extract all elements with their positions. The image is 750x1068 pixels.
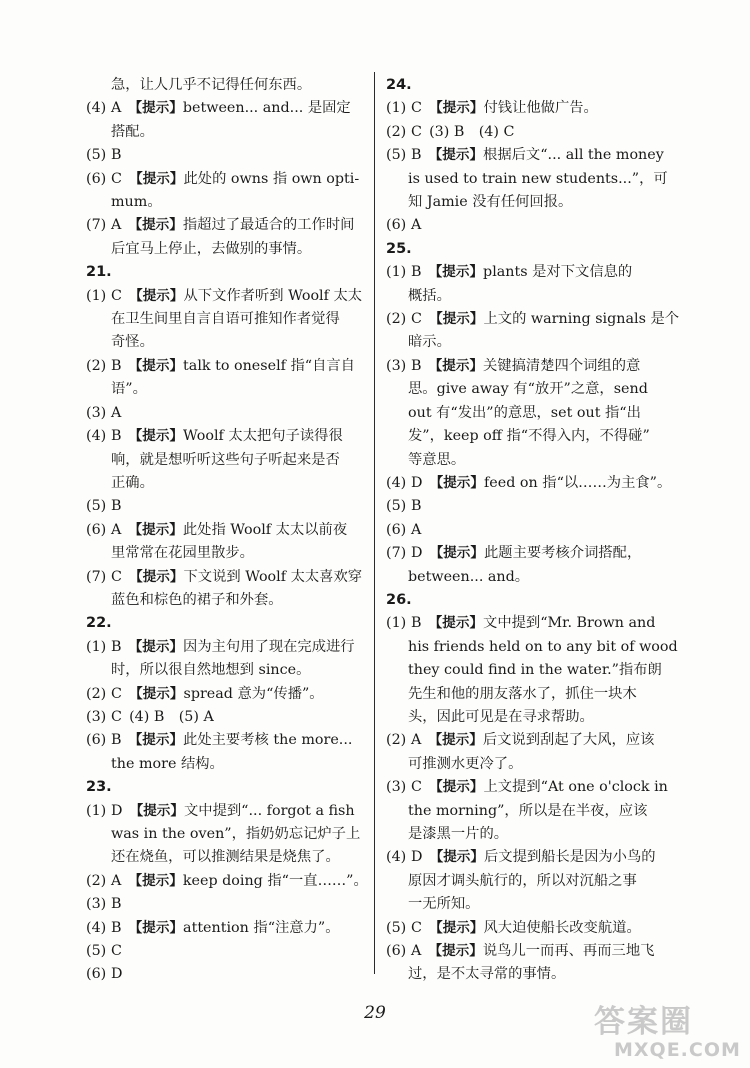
item-answer: B [111,498,122,515]
answer-item [386,144,688,167]
item-text: talk to oneself 指“自言自 [183,357,355,374]
item-number: (1) [386,100,407,117]
answer-item [386,121,688,144]
answer-item [86,940,372,963]
item-answer: A [111,100,122,117]
item-text: spread 意为“传播”。 [183,685,324,702]
answer-item [386,261,688,284]
continuation-line: 先生和他的朋友落水了，抓住一块木 [408,685,637,702]
answer-item [86,402,372,425]
continuation-line: is used to train new students...”，可 [408,170,668,187]
hint-label: 【提示】 [128,732,184,749]
continuation-line: 一无所知。 [408,896,480,913]
answer-item [86,870,372,893]
item-text: 文中提到“Mr. Brown and [483,615,656,632]
item-text: Woolf 太太把句子读得很 [183,428,343,445]
item-answer: C [411,779,422,796]
question-number: 23. [86,779,112,796]
hint-label: 【提示】 [428,615,484,632]
watermark-site-text: MXQE.COM [614,1039,741,1061]
item-text: 此处主要考核 the more... [183,732,353,749]
item-text: 风大迫使船长改变航道。 [483,919,641,936]
left-column [86,74,372,987]
answer-item [386,214,688,237]
item-number: (6) [86,732,107,749]
item-text: 此题主要考核介词搭配， [484,545,642,562]
continuation-line: mum。 [111,194,162,211]
item-answer: B [111,896,122,913]
answer-item [386,917,688,940]
continuation-line: 响，就是想听听这些句子听起来是否 [111,451,340,468]
item-answer: B [111,357,122,374]
answer-item [386,542,688,565]
item-text: 后文说到刮起了大风，应该 [482,732,655,749]
hint-label: 【提示】 [429,849,484,866]
answer-item [86,168,372,191]
continuation-line: 等意思。 [408,451,466,468]
item-answer: A [111,521,122,538]
hint-label: 【提示】 [429,474,484,491]
item-number: (7) [86,568,107,585]
item-text: (3) B (4) C [429,123,515,140]
item-answer: B [111,428,122,445]
item-text: between... and... 是固定 [182,100,351,117]
item-text: 此处指 Woolf 太太以前夜 [182,521,348,538]
continuation-line: the more 结构。 [111,755,224,772]
answer-item [86,144,372,167]
continuation-line: they could find in the water.”指布朗 [408,662,662,679]
continuation-line: 后宜马上停止，去做别的事情。 [111,240,312,257]
item-number: (2) [86,357,107,374]
item-number: (4) [386,474,407,491]
item-number: (3) [86,896,107,913]
answer-item [386,355,688,378]
item-number: (6) [386,943,407,960]
hint-label: 【提示】 [128,638,184,655]
answer-item [86,636,372,659]
hint-label: 【提示】 [428,264,484,281]
continuation-line: 过，是不太寻常的事情。 [408,966,566,983]
item-number: (3) [386,357,407,374]
hint-label: 【提示】 [128,919,184,936]
item-text: 说鸟儿一而再、再而三地飞 [482,943,655,960]
answer-item [86,893,372,916]
continuation-line: 知 Jamie 没有任何回报。 [408,194,573,211]
item-answer: B [411,615,422,632]
hint-label: 【提示】 [128,428,184,445]
hint-label: 【提示】 [129,802,184,819]
continuation-line: 是漆黑一片的。 [408,826,509,842]
item-number: (3) [86,708,107,725]
hint-label: 【提示】 [128,521,183,538]
answer-item [86,519,372,542]
continuation-line: 里常常在花园里散步。 [111,545,254,562]
item-number: (2) [386,311,407,328]
hint-label: 【提示】 [428,147,484,164]
item-number: (4) [386,849,407,866]
hint-label: 【提示】 [129,685,184,702]
item-number: (7) [86,217,107,234]
item-number: (5) [386,498,407,515]
item-answer: C [411,100,422,117]
continuation-line: 概括。 [408,287,451,304]
answer-item [386,308,688,331]
question-number: 24. [386,77,412,93]
hint-label: 【提示】 [129,287,184,304]
item-text: 下文说到 Woolf 太太喜欢穿 [183,568,363,585]
hint-label: 【提示】 [128,217,183,234]
item-text: (4) B (5) A [129,708,214,725]
watermark-main-text: 答案圈 [594,1004,693,1040]
item-answer: C [111,287,122,304]
item-answer: C [111,708,122,725]
item-text: 因为主句用了现在完成进行 [183,638,355,655]
answer-item [386,776,688,799]
answer-item [86,800,372,823]
item-number: (6) [386,521,407,538]
item-answer: D [411,849,423,866]
column-divider [374,72,375,974]
item-text: 上文提到“At one o'clock in [483,779,668,796]
item-answer: A [111,404,122,421]
continuation-line: 原因才调头航行的，所以对沉船之事 [408,872,637,889]
answer-item [86,917,372,940]
item-text: 根据后文“... all the money [483,147,664,164]
item-answer: B [111,147,122,164]
item-answer: C [111,170,122,187]
item-answer: B [411,498,422,515]
hint-label: 【提示】 [429,545,484,562]
hint-label: 【提示】 [129,568,184,585]
continuation-line: 思。give away 有“放开”之意，send [408,381,648,398]
item-number: (6) [386,217,407,234]
continuation-line: 在卫生间里自言自语可推知作者觉得 [111,311,340,328]
item-number: (3) [86,404,107,421]
item-text: 指超过了最适合的工作时间 [182,217,355,234]
item-number: (1) [386,615,407,632]
item-answer: D [111,966,123,983]
answer-item [86,729,372,752]
item-answer: B [411,357,422,374]
answer-item [386,846,688,869]
continuation-line: the morning”，所以是在半夜，应该 [408,802,648,819]
item-text: 此处的 owns 指 own opti- [183,170,360,187]
item-number: (5) [86,943,107,960]
continuation-line: 奇怪。 [111,334,154,351]
page-number: 29 [364,1003,386,1023]
item-text: feed on 指“以……为主食”。 [484,474,672,491]
continuation-line: 搭配。 [111,123,154,140]
item-answer: B [111,919,122,936]
answer-item [86,963,372,986]
item-number: (5) [86,147,107,164]
continuation-line: 时，所以很自然地想到 since。 [111,662,311,679]
item-answer: C [411,919,422,936]
item-number: (5) [386,919,407,936]
continuation-line: between... and。 [408,568,530,585]
answer-item [386,97,688,120]
item-text: 从下文作者听到 Woolf 太太 [183,287,363,304]
answer-item [86,214,372,237]
answer-item [86,495,372,518]
item-answer: C [111,685,122,702]
item-number: (1) [386,264,407,281]
answer-item [386,940,688,963]
answer-item [86,706,372,729]
hint-label: 【提示】 [128,872,183,889]
continuation-line: 头，因此可见是在寻求帮助。 [408,708,594,725]
item-number: (5) [386,147,407,164]
continuation-line: 蓝色和棕色的裙子和外套。 [111,591,283,608]
item-number: (4) [86,428,107,445]
continuation-line: 语”。 [111,381,147,398]
hint-label: 【提示】 [129,170,184,187]
answer-item [86,425,372,448]
item-number: (2) [86,872,107,889]
item-number: (6) [86,521,107,538]
question-number: 22. [86,615,112,632]
continuation-line: was in the oven”，指奶奶忘记炉子上 [111,826,361,842]
continuation-line: out 有“发出”的意思，set out 指“出 [408,404,641,421]
answer-item [386,519,688,542]
answer-item [386,495,688,518]
item-answer: B [411,147,422,164]
item-answer: B [111,638,122,655]
hint-label: 【提示】 [429,100,484,117]
continuation-line: 发”，keep off 指“不得入内，不得碰” [408,428,650,445]
item-number: (7) [386,545,407,562]
item-answer: C [411,123,422,140]
continuation-line: 还在烧鱼，可以推测结果是烧焦了。 [111,849,340,866]
continuation-line: 暗示。 [408,334,451,351]
item-number: (1) [86,802,107,819]
item-text: 关键搞清楚四个词组的意 [483,357,641,374]
item-answer: A [411,732,422,749]
item-text: attention 指“注意力”。 [183,919,340,936]
item-answer: D [411,545,423,562]
item-number: (2) [86,685,107,702]
item-text: 后文提到船长是因为小鸟的 [484,849,656,866]
item-number: (2) [386,732,407,749]
continuation-line: 正确。 [111,474,154,491]
item-number: (1) [86,287,107,304]
continuation-line: 可推测水更冷了。 [408,755,523,772]
item-text: 付钱让他做广告。 [483,100,598,117]
item-answer: C [411,311,422,328]
hint-label: 【提示】 [428,943,483,960]
item-number: (4) [86,919,107,936]
hint-label: 【提示】 [128,100,183,117]
hint-label: 【提示】 [429,779,484,796]
item-answer: A [411,217,422,234]
answer-item [86,683,372,706]
item-text: plants 是对下文信息的 [483,264,633,281]
hint-label: 【提示】 [428,357,484,374]
hint-label: 【提示】 [429,919,484,936]
hint-label: 【提示】 [128,357,184,374]
answer-item [86,566,372,589]
answer-item [386,612,688,635]
answer-item [386,729,688,752]
answer-item [386,472,688,495]
item-text: 上文的 warning signals 是个 [483,311,680,328]
item-number: (6) [86,170,107,187]
item-answer: B [111,732,122,749]
item-answer: A [111,872,122,889]
continuation-line: his friends held on to any bit of wood [408,638,678,655]
item-answer: C [111,568,122,585]
question-number: 25. [386,240,412,257]
question-number: 21. [86,264,112,281]
item-text: keep doing 指“一直……”。 [182,872,368,889]
item-number: (5) [86,498,107,515]
item-answer: A [411,943,422,960]
item-answer: B [411,264,422,281]
item-answer: A [411,521,422,538]
item-number: (6) [86,966,107,983]
item-number: (4) [86,100,107,117]
item-answer: C [111,943,122,960]
answer-item [86,285,372,308]
item-number: (2) [386,123,407,140]
item-answer: D [411,474,423,491]
item-text: 文中提到“... forgot a fish [184,802,355,819]
item-answer: A [111,217,122,234]
item-number: (3) [386,779,407,796]
item-answer: D [111,802,123,819]
right-column [386,74,688,987]
question-number: 26. [386,591,412,608]
hint-label: 【提示】 [429,311,484,328]
answer-item [86,355,372,378]
hint-label: 【提示】 [428,732,483,749]
answer-item [86,97,372,120]
continuation-line: 急，让人几乎不记得任何东西。 [111,77,312,93]
item-number: (1) [86,638,107,655]
